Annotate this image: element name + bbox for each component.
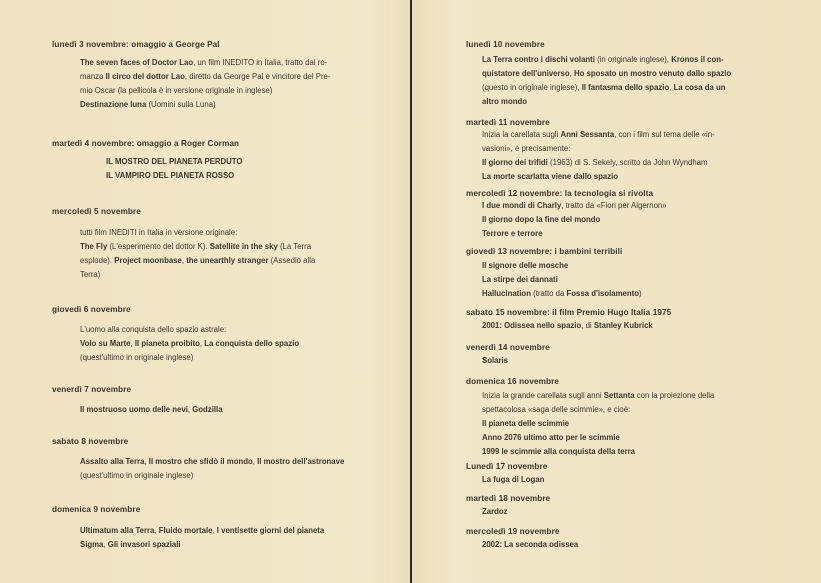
section-heading: venerdì 7 novembre (52, 385, 132, 394)
section-heading: mercoledì 12 novembre: la tecnologia si rivolta (466, 189, 654, 198)
text-line: L'uomo alla conquista dello spazio astrale: (80, 325, 227, 334)
text-line: altro mondo (482, 97, 528, 106)
section-nov12 (466, 189, 667, 241)
section-nov14 (466, 343, 550, 368)
section-heading: mercoledì 5 novembre (52, 207, 141, 216)
page-fold (410, 0, 412, 583)
section-heading: lunedì 10 novembre (466, 40, 545, 49)
text-line: mio Oscar (la pellicola è in versione originale in inglese) (80, 86, 273, 95)
text-line: Terra) (80, 270, 101, 279)
text-line: Inizia la grande carellata sugli anni Settanta con la proiezione della (482, 391, 715, 400)
section-heading: venerdì 14 novembre (466, 343, 550, 352)
text-line: spettacolosa «saga delle scimmie», e cioè: (482, 405, 631, 414)
text-line: (quest'ultimo in originale inglese) (80, 471, 194, 480)
text-line: Il pianeta delle scimmie (482, 419, 570, 428)
text-line: La fuga di Logan (482, 475, 545, 484)
text-line: 2002: La seconda odissea (482, 540, 579, 549)
text-line: Il giorno dopo la fine del mondo (482, 215, 601, 224)
text-line: Assalto alla Terra, Il mostro che sfidò il mondo, Il mostro dell'astronave (80, 457, 345, 466)
section-heading: martedì 11 novembre (466, 118, 550, 127)
section-nov17 (466, 462, 547, 487)
text-line: La stirpe dei dannati (482, 275, 558, 284)
section-heading: giovedì 13 novembre: i bambini terribili (466, 247, 623, 256)
text-line: esplode). Project moonbase, the unearthly stranger (Assedio alla (80, 256, 316, 265)
section-nov10 (466, 40, 731, 109)
section-nov5 (52, 207, 315, 282)
text-line: 1999 le scimmie alla conquista della terra (482, 447, 635, 456)
text-line: The Fly (L'esperimento del dottor K). Satellite in the sky (La Terra (80, 242, 312, 251)
text-line: (questo in originale inglese), Il fantasma dello spazio, La cosa da un (482, 83, 726, 92)
section-nov18 (466, 494, 550, 519)
section-nov7 (52, 385, 223, 417)
section-nov8 (52, 437, 344, 483)
section-nov3 (52, 40, 330, 112)
section-heading: sabato 8 novembre (52, 437, 129, 446)
text-line: I due mondi di Charly, tratto da «Fiori per Algernon» (482, 201, 667, 210)
text-line: IL MOSTRO DEL PIANETA PERDUTO (106, 157, 243, 166)
section-nov13 (466, 247, 642, 301)
section-nov11 (466, 118, 715, 184)
text-line: La Terra contro i dischi volanti (in originale inglese), Kronos il con- (482, 55, 724, 64)
section-heading: giovedì 6 novembre (52, 305, 131, 314)
section-nov9 (52, 505, 324, 552)
section-nov19 (466, 527, 578, 552)
section-heading: domenica 16 novembre (466, 377, 560, 386)
section-nov6 (52, 305, 299, 365)
section-heading: martedì 4 novembre: omaggio a Roger Corman (52, 139, 240, 148)
section-heading: domenica 9 novembre (52, 505, 141, 514)
section-heading: mercoledì 19 novembre (466, 527, 560, 536)
section-nov15 (466, 308, 671, 333)
text-line: Destinazione luna (Uomini sulla Luna) (80, 100, 216, 109)
text-line: Il giorno dei trifidi (1963) di S. Sekely, scritto da John Wyndham (482, 158, 708, 167)
text-line: Sigma, Gli invasori spaziali (80, 540, 181, 549)
text-line: vasioni», e precisamente: (482, 144, 571, 153)
text-line: quistatore dell'universo, Ho sposato un mostro venuto dallo spazio (482, 69, 732, 78)
section-nov16 (466, 377, 714, 459)
section-heading: lunedì 3 novembre: omaggio a George Pal (52, 40, 220, 49)
text-line: Volo su Marte, Il pianeta proibito, La conquista dello spazio (80, 339, 300, 348)
text-line: Ultimatum alla Terra, Fluido mortale, I ventisette giorni del pianeta (80, 526, 325, 535)
text-line: Terrore e terrore (482, 229, 543, 238)
text-line: tutti film INEDITI in Italia in versione originale: (80, 228, 238, 237)
text-line: Anno 2076 ultimo atto per le scimmie (482, 433, 620, 442)
section-heading: Lunedì 17 novembre (466, 462, 548, 471)
text-line: Il mostruoso uomo delle nevi, Godzilla (80, 405, 223, 414)
text-line: Il signore delle mosche (482, 261, 569, 270)
section-heading: sabato 15 novembre: il film Premio Hugo Italia 1975 (466, 308, 672, 317)
text-line: The seven faces of Doctor Lao, un film INEDITO in Italia, tratto dal ro- (80, 58, 328, 67)
text-line: Inizia la carellata sugli Anni Sessanta, con i film sul tema delle «in- (482, 130, 715, 139)
text-line: IL VAMPIRO DEL PIANETA ROSSO (106, 171, 235, 180)
section-heading: martedì 18 novembre (466, 494, 551, 503)
text-line: (quest'ultimo in originale inglese) (80, 353, 194, 362)
text-line: manzo Il circo del dottor Lao, diretto da George Pal e vincitore del Pre- (80, 72, 331, 81)
section-nov4 (52, 139, 242, 183)
text-line: La morte scarlatta viene dallo spazio (482, 172, 619, 181)
text-line: Hallucination (tratto da Fossa d'isolamento) (482, 289, 642, 298)
text-line: 2001: Odissea nello spazio, di Stanley Kubrick (482, 321, 653, 330)
text-line: Zardoz (482, 507, 508, 516)
text-line: Solaris (482, 356, 509, 365)
